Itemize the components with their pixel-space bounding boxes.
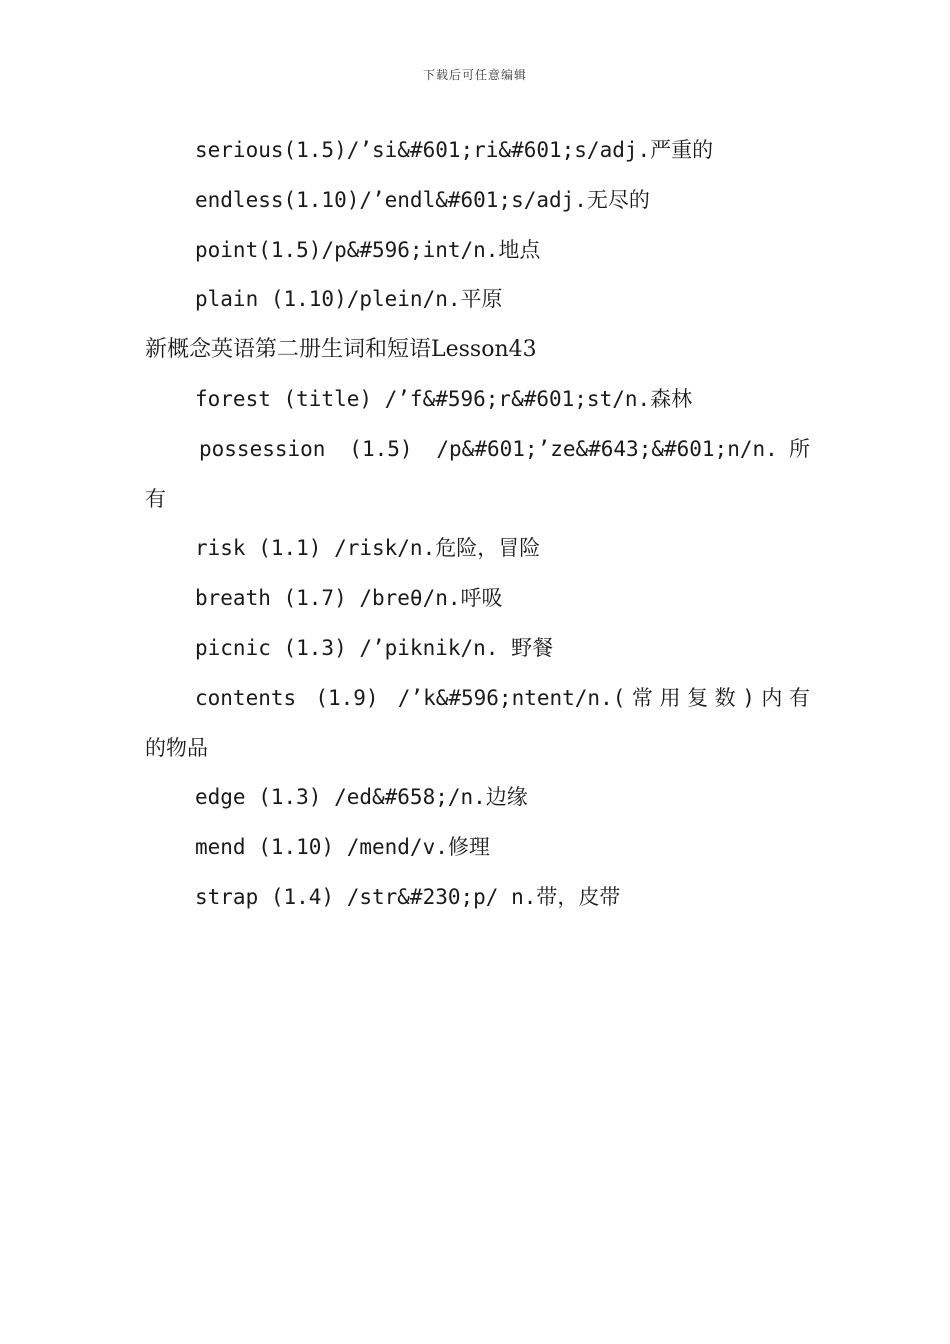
vocab-entry-contents: contents (1.9) /’k&#596;ntent/n.(常用复数)内有 bbox=[195, 685, 810, 710]
vocab-entry-mend: mend (1.10) /mend/v.修理 bbox=[195, 835, 490, 860]
vocab-entry-picnic: picnic (1.3) /’piknik/n. 野餐 bbox=[195, 635, 554, 660]
vocab-entry-point: point(1.5)/p&#596;int/n.地点 bbox=[195, 237, 541, 262]
vocab-entry-forest: forest (title) /’f&#596;r&#601;st/n.森林 bbox=[195, 386, 693, 411]
vocab-entry-breath: breath (1.7) /breθ/n.呼吸 bbox=[195, 586, 503, 611]
vocab-entry-plain: plain (1.10)/plein/n.平原 bbox=[195, 287, 503, 312]
vocab-entry-edge: edge (1.3) /ed&#658;/n.边缘 bbox=[195, 785, 528, 810]
vocab-entry-possession: possession (1.5) /p&#601;’ze&#643;&#601;n/n.所 bbox=[199, 436, 810, 461]
vocab-entry-possession-continued: 有 bbox=[145, 486, 166, 511]
vocab-entry-endless: endless(1.10)/’endl&#601;s/adj.无尽的 bbox=[195, 187, 650, 212]
vocab-entry-contents-continued: 的物品 bbox=[145, 735, 208, 760]
page-header: 下载后可任意编辑 bbox=[422, 68, 527, 82]
vocab-entry-serious: serious(1.5)/’si&#601;ri&#601;s/adj.严重的 bbox=[195, 138, 714, 162]
vocab-entry-risk: risk (1.1) /risk/n.危险，冒险 bbox=[195, 536, 541, 561]
vocab-entry-strap: strap (1.4) /str&#230;p/ n.带，皮带 bbox=[195, 884, 621, 909]
lesson-heading: 新概念英语第二册生词和短语Lesson43 bbox=[145, 337, 537, 363]
vocabulary-list bbox=[145, 126, 810, 923]
